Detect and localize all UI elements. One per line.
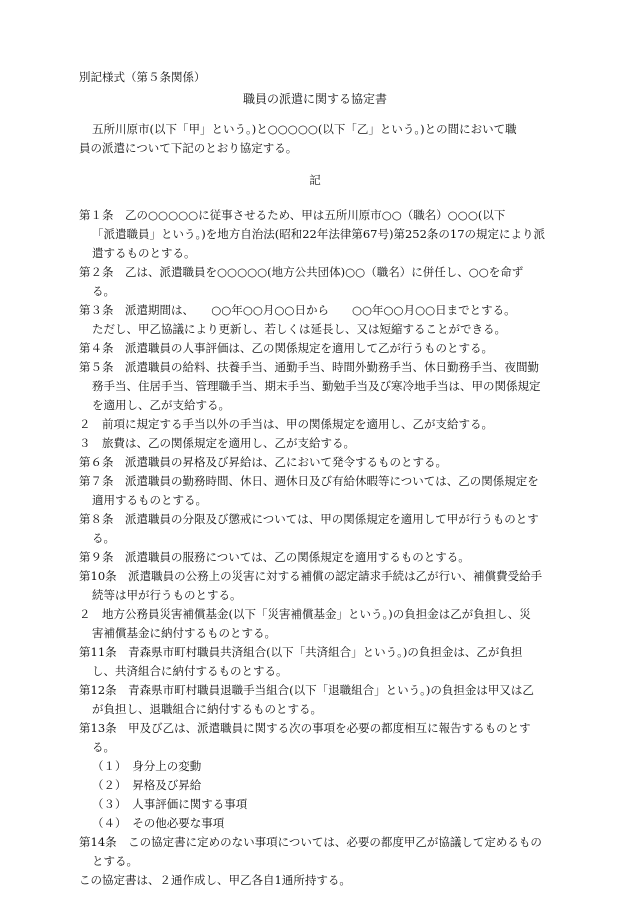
article-10-paragraph-2-cont: 害補償基金に納付するものとする。 bbox=[92, 626, 276, 640]
article-2-cont: る。 bbox=[92, 284, 115, 298]
article-10-paragraph-2: ２ 地方公務員災害補償基金(以下「災害補償基金」という。)の負担金は乙が負担し、災 bbox=[79, 607, 531, 621]
article-13-item: （４） その他必要な事項 bbox=[92, 816, 225, 830]
article-9: 第９条 派遣職員の服務については、乙の関係規定を適用するものとする。 bbox=[79, 550, 470, 564]
article-14: 第14条 この協定書に定めのない事項については、必要の都度甲乙が協議して定めるもの bbox=[79, 835, 542, 849]
article-14-cont: とする。 bbox=[92, 854, 138, 868]
article-3: 第３条 派遣期間は、 ○○年○○月○○日から ○○年○○月○○日までとする。 bbox=[79, 303, 516, 317]
article-5-cont: 務手当、住居手当、管理職手当、期末手当、勤勉手当及び寒冷地手当は、甲の関係規定 bbox=[92, 379, 541, 393]
article-13-item: （１） 身分上の変動 bbox=[92, 759, 202, 773]
article-12-cont: が負担し、退職組合に納付するものとする。 bbox=[92, 702, 322, 716]
closing-statement: この協定書は、２通作成し、甲乙各自1通所持する。 bbox=[79, 873, 351, 887]
ki-heading: 記 bbox=[309, 173, 321, 187]
article-5: 第５条 派遣職員の給料、扶養手当、通勤手当、時間外勤務手当、休日勤務手当、夜間勤 bbox=[79, 360, 539, 374]
article-7-cont: 適用するものとする。 bbox=[92, 493, 207, 507]
article-10: 第10条 派遣職員の公務上の災害に対する補償の認定請求手続は乙が行い、補償費受給手 bbox=[79, 569, 543, 583]
article-7: 第７条 派遣職員の勤務時間、休日、週休日及び有給休暇等については、乙の関係規定を bbox=[79, 474, 539, 488]
article-4: 第４条 派遣職員の人事評価は、乙の関係規定を適用して乙が行うものとする。 bbox=[79, 341, 493, 355]
article-3-cont: ただし、甲乙協議により更新し、若しくは延長し、又は短縮することができる。 bbox=[92, 322, 506, 336]
article-2: 第２条 乙は、派遣職員を○○○○○(地方公共団体)○○（職名）に併任し、○○を命ず bbox=[79, 265, 524, 279]
article-8-cont: る。 bbox=[92, 531, 115, 545]
intro-line: 員の派遣について下記のとおり協定する。 bbox=[79, 141, 298, 155]
article-11-cont: し、共済組合に納付するものとする。 bbox=[92, 664, 288, 678]
article-11: 第11条 青森県市町村職員共済組合(以下「共済組合」という。)の負担金は、乙が負担 bbox=[79, 645, 523, 659]
article-5-paragraph-2: ２ 前項に規定する手当以外の手当は、甲の関係規定を適用し、乙が支給する。 bbox=[79, 417, 493, 431]
article-1-cont: 「派遣職員」という。)を地方自治法(昭和22年法律第67号)第252条の17の規定により派 bbox=[92, 227, 546, 241]
article-12: 第12条 青森県市町村職員退職手当組合(以下「退職組合」という。)の負担金は甲又は乙 bbox=[79, 683, 534, 697]
article-13-cont: る。 bbox=[92, 740, 115, 754]
article-5-cont: を適用し、乙が支給する。 bbox=[92, 398, 230, 412]
intro-line: 五所川原市(以下「甲」という。)と○○○○○(以下「乙」という。)との間において職 bbox=[92, 122, 517, 136]
form-label: 別記様式（第５条関係） bbox=[79, 70, 206, 84]
article-8: 第８条 派遣職員の分限及び懲戒については、甲の関係規定を適用して甲が行うものとす bbox=[79, 512, 539, 526]
article-6: 第６条 派遣職員の昇格及び昇給は、乙において発令するものとする。 bbox=[79, 455, 447, 469]
article-5-paragraph-3: ３ 旅費は、乙の関係規定を適用し、乙が支給する。 bbox=[79, 436, 355, 450]
article-10-cont: 続等は甲が行うものとする。 bbox=[92, 588, 242, 602]
article-13-item: （３） 人事評価に関する事項 bbox=[92, 797, 248, 811]
article-1: 第１条 乙の○○○○○に従事させるため、甲は五所川原市○○（職名）○○○(以下 bbox=[79, 208, 506, 222]
article-1-cont: 遣するものとする。 bbox=[92, 246, 196, 260]
page-title: 職員の派遣に関する協定書 bbox=[242, 92, 387, 106]
article-13-item: （２） 昇格及び昇給 bbox=[92, 778, 202, 792]
article-13: 第13条 甲及び乙は、派遣職員に関する次の事項を必要の都度相互に報告するものとす bbox=[79, 721, 531, 735]
